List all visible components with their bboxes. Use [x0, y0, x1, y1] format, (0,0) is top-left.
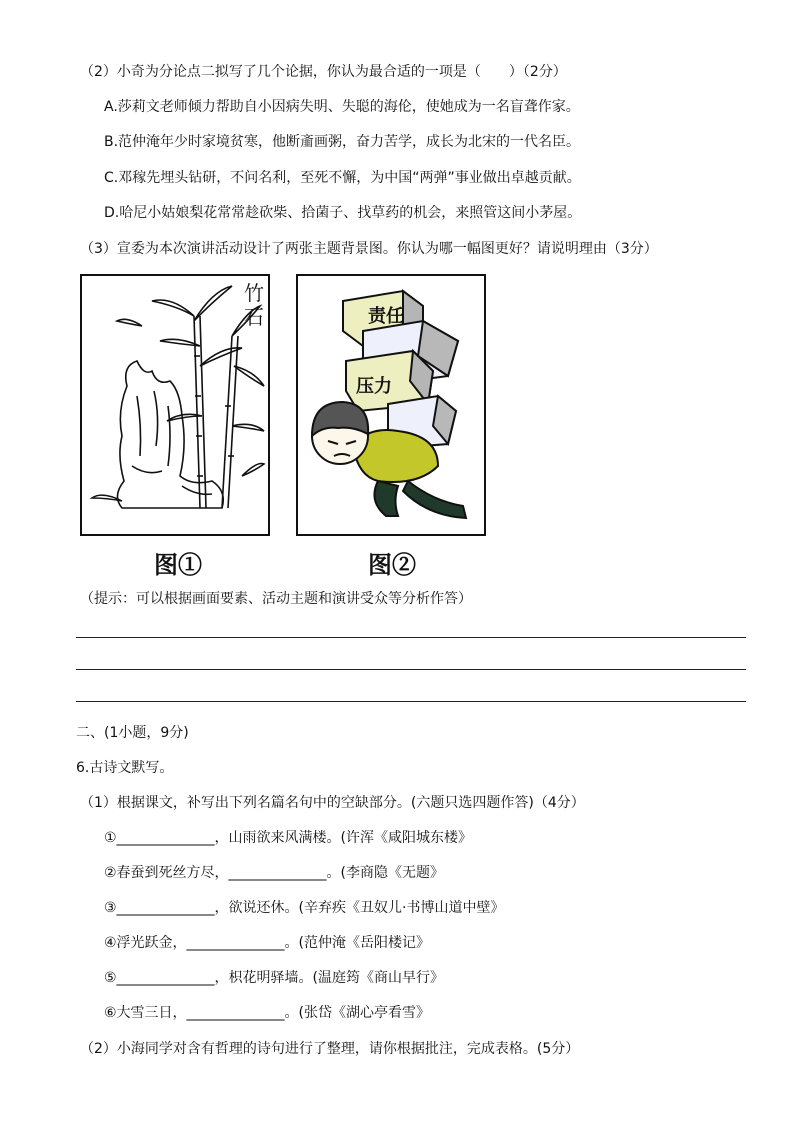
q2-stem: （2）小奇为分论点二拟写了几个论据，你认为最合适的一项是（ ）（2分）: [80, 64, 567, 80]
figure-1-title-char-2: 石: [244, 305, 264, 329]
q6-2-stem: （2）小海同学对含有哲理的诗句进行了整理，请你根据批注，完成表格。(5分）: [80, 1041, 580, 1057]
figure-2-caption: 图②: [368, 550, 416, 579]
figure-1-title-char-1: 竹: [244, 281, 264, 305]
fill-blank-item-1[interactable]: ①______________，山雨欲来风满楼。(许浑《咸阳城东楼》: [104, 830, 473, 846]
figure-1-caption: 图①: [154, 550, 202, 579]
q2-option-d: D.哈尼小姑娘梨花常常趁砍柴、拾菌子、找草药的机会，来照管这间小茅屋。: [104, 205, 582, 221]
q2-option-c: C.邓稼先埋头钻研，不问名利，至死不懈，为中国“两弹”事业做出卓越贡献。: [104, 170, 581, 186]
box-label-responsibility: 责任: [368, 306, 404, 327]
bamboo-rock-illustration: [82, 276, 268, 534]
q6-title: 6.古诗文默写。: [76, 760, 174, 776]
q3-hint: （提示：可以根据画面要素、活动主题和演讲受众等分析作答）: [80, 591, 472, 607]
q2-option-a: A.莎莉文老师倾力帮助自小因病失明、失聪的海伦，使她成为一名盲聋作家。: [104, 99, 580, 115]
q2-option-b: B.范仲淹年少时家境贫寒，他断齑画粥，奋力苦学，成长为北宋的一代名臣。: [104, 134, 581, 150]
box-label-pressure: 压力: [356, 376, 392, 397]
answer-line-2[interactable]: [76, 669, 746, 670]
fill-blank-item-5[interactable]: ⑤______________，枳花明驿墙。(温庭筠《商山早行》: [104, 970, 445, 986]
burden-illustration: [298, 276, 484, 534]
fill-blank-item-6[interactable]: ⑥大雪三日，______________。(张岱《湖心亭看雪》: [104, 1005, 431, 1021]
figure-2-burden: [296, 274, 486, 536]
q3-stem: （3）宣委为本次演讲活动设计了两张主题背景图。你认为哪一幅图更好？请说明理由（3分）: [80, 241, 658, 257]
fill-blank-item-3[interactable]: ③______________，欲说还休。(辛弃疾《丑奴儿·书博山道中壁》: [104, 900, 505, 916]
q6-1-stem: （1）根据课文，补写出下列名篇名句中的空缺部分。(六题只选四题作答)（4分）: [80, 795, 585, 811]
fill-blank-item-2[interactable]: ②春蚕到死丝方尽，______________。(李商隐《无题》: [104, 865, 445, 881]
answer-line-1[interactable]: [76, 637, 746, 638]
answer-line-3[interactable]: [76, 701, 746, 702]
fill-blank-item-4[interactable]: ④浮光跃金，______________。(范仲淹《岳阳楼记》: [104, 935, 431, 951]
figure-1-bamboo-rock: [80, 274, 270, 536]
section-2-heading: 二、(1小题，9分): [76, 725, 189, 741]
